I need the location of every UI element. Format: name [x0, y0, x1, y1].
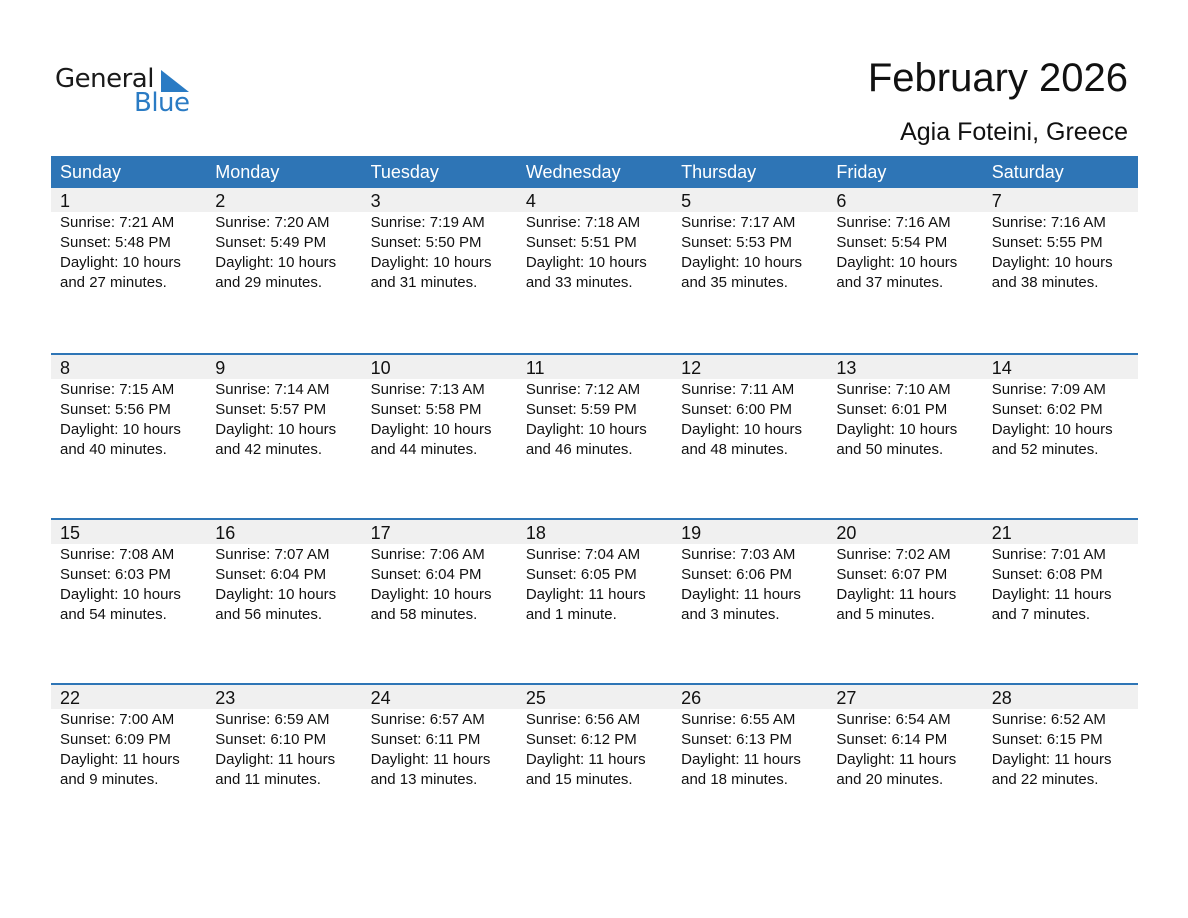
- day-number: 24: [370, 688, 391, 708]
- sunrise-time: Sunrise: 7:11 AM: [681, 381, 795, 398]
- weeks-container: [51, 188, 1138, 848]
- sunrise-time: Sunrise: 7:08 AM: [60, 546, 175, 563]
- weekday-header: [51, 156, 1138, 188]
- day-number: 14: [991, 358, 1012, 378]
- day-number: 19: [681, 523, 702, 543]
- daylight-duration: and 1 minute.: [525, 606, 617, 623]
- sunset-time: Sunset: 6:05 PM: [525, 566, 637, 583]
- sunrise-time: Sunrise: 7:17 AM: [681, 214, 796, 231]
- day-cell: [51, 709, 206, 790]
- day-number: 2: [215, 191, 226, 211]
- daylight-duration: Daylight: 11 hours: [60, 751, 180, 768]
- weekday-monday: Monday: [215, 162, 280, 182]
- day-cell: [362, 212, 517, 293]
- daylight-duration: and 13 minutes.: [370, 771, 478, 788]
- sunset-time: Sunset: 5:49 PM: [215, 234, 327, 251]
- sunset-time: Sunset: 5:57 PM: [215, 401, 327, 418]
- sunrise-time: Sunrise: 7:01 AM: [991, 546, 1106, 563]
- sunrise-time: Sunrise: 6:52 AM: [991, 711, 1106, 728]
- daylight-duration: Daylight: 10 hours: [215, 586, 337, 603]
- daylight-duration: and 7 minutes.: [991, 606, 1091, 623]
- daylight-duration: and 54 minutes.: [60, 606, 167, 623]
- daylight-duration: and 27 minutes.: [60, 274, 167, 291]
- sunset-time: Sunset: 5:55 PM: [991, 234, 1103, 251]
- sunrise-time: Sunrise: 7:03 AM: [681, 546, 796, 563]
- day-number: 7: [991, 191, 1002, 211]
- daylight-duration: Daylight: 10 hours: [370, 421, 492, 438]
- day-number: 17: [370, 523, 391, 543]
- sunset-time: Sunset: 6:10 PM: [215, 731, 327, 748]
- weekday-saturday: Saturday: [991, 162, 1064, 182]
- sunrise-time: Sunrise: 7:15 AM: [60, 381, 175, 398]
- daylight-duration: Daylight: 10 hours: [215, 254, 337, 271]
- daylight-duration: Daylight: 10 hours: [60, 586, 181, 603]
- sunset-time: Sunset: 6:04 PM: [215, 566, 327, 583]
- daylight-duration: Daylight: 10 hours: [991, 254, 1113, 271]
- day-cell: [51, 379, 206, 460]
- sunset-time: Sunset: 5:56 PM: [60, 401, 171, 418]
- daylight-duration: Daylight: 10 hours: [681, 421, 803, 438]
- daylight-duration: and 44 minutes.: [370, 441, 478, 458]
- day-cell: [517, 709, 672, 790]
- page-title: February 2026: [867, 56, 1128, 100]
- sunrise-time: Sunrise: 7:10 AM: [836, 381, 951, 398]
- weekday-wednesday: Wednesday: [525, 162, 621, 182]
- day-number: 22: [60, 688, 81, 708]
- sunset-time: Sunset: 6:04 PM: [370, 566, 482, 583]
- date-strip: [51, 355, 1138, 379]
- daylight-duration: Daylight: 10 hours: [215, 421, 337, 438]
- day-cell: [362, 709, 517, 790]
- day-number: 16: [215, 523, 236, 543]
- day-number: 13: [836, 358, 857, 378]
- day-details-row: [51, 379, 1138, 460]
- daylight-duration: Daylight: 11 hours: [370, 751, 491, 768]
- sunrise-time: Sunrise: 7:06 AM: [370, 546, 485, 563]
- day-cell: [206, 212, 361, 293]
- day-number: 3: [370, 191, 381, 211]
- daylight-duration: and 50 minutes.: [836, 441, 944, 458]
- sunset-time: Sunset: 6:11 PM: [370, 731, 481, 748]
- daylight-duration: and 9 minutes.: [60, 771, 159, 788]
- sunrise-time: Sunrise: 6:59 AM: [215, 711, 330, 728]
- day-number: 26: [681, 688, 702, 708]
- day-cell: [206, 709, 361, 790]
- day-number: 1: [60, 191, 71, 211]
- daylight-duration: and 11 minutes.: [215, 771, 321, 788]
- day-cell: [51, 212, 206, 293]
- sunset-time: Sunset: 5:54 PM: [836, 234, 948, 251]
- sunrise-time: Sunrise: 6:55 AM: [681, 711, 796, 728]
- sunrise-time: Sunrise: 7:13 AM: [370, 381, 485, 398]
- day-cell: [517, 544, 672, 625]
- daylight-duration: Daylight: 10 hours: [60, 254, 181, 271]
- day-number: 20: [836, 523, 857, 543]
- day-cell: [827, 544, 982, 625]
- day-cell: [827, 379, 982, 460]
- week-row: [51, 353, 1138, 518]
- sunset-time: Sunset: 5:58 PM: [370, 401, 482, 418]
- day-cell: [827, 212, 982, 293]
- daylight-duration: and 15 minutes.: [525, 771, 633, 788]
- day-cell: [517, 212, 672, 293]
- day-number: 11: [525, 358, 545, 378]
- day-cell: [517, 379, 672, 460]
- daylight-duration: Daylight: 10 hours: [836, 254, 958, 271]
- daylight-duration: Daylight: 10 hours: [991, 421, 1113, 438]
- day-details-row: [51, 212, 1138, 293]
- date-strip: [51, 188, 1138, 212]
- sunset-time: Sunset: 5:50 PM: [370, 234, 482, 251]
- logo-text-general: General: [55, 64, 154, 94]
- sunset-time: Sunset: 6:13 PM: [681, 731, 793, 748]
- daylight-duration: Daylight: 10 hours: [681, 254, 803, 271]
- day-number: 6: [836, 191, 847, 211]
- logo: [55, 64, 195, 120]
- daylight-duration: Daylight: 11 hours: [215, 751, 336, 768]
- sunset-time: Sunset: 5:59 PM: [525, 401, 637, 418]
- sunrise-time: Sunrise: 7:04 AM: [525, 546, 641, 563]
- sunrise-time: Sunrise: 7:18 AM: [525, 214, 641, 231]
- daylight-duration: Daylight: 10 hours: [525, 254, 647, 271]
- daylight-duration: Daylight: 10 hours: [60, 421, 181, 438]
- daylight-duration: and 3 minutes.: [681, 606, 780, 623]
- sunset-time: Sunset: 6:00 PM: [681, 401, 793, 418]
- location-subtitle: Agia Foteini, Greece: [900, 118, 1128, 146]
- week-row: [51, 683, 1138, 848]
- sunrise-time: Sunrise: 7:02 AM: [836, 546, 951, 563]
- day-details-row: [51, 544, 1138, 625]
- daylight-duration: and 38 minutes.: [991, 274, 1099, 291]
- daylight-duration: Daylight: 11 hours: [525, 586, 646, 603]
- day-number: 15: [60, 523, 81, 543]
- daylight-duration: and 42 minutes.: [215, 441, 323, 458]
- weekday-sunday: Sunday: [60, 162, 122, 182]
- day-cell: [362, 379, 517, 460]
- daylight-duration: Daylight: 10 hours: [836, 421, 958, 438]
- daylight-duration: and 20 minutes.: [836, 771, 944, 788]
- day-number: 5: [681, 191, 692, 211]
- day-cell: [983, 212, 1138, 293]
- sunset-time: Sunset: 6:09 PM: [60, 731, 171, 748]
- day-cell: [672, 379, 827, 460]
- daylight-duration: Daylight: 11 hours: [836, 586, 957, 603]
- sunset-time: Sunset: 5:51 PM: [525, 234, 637, 251]
- sunrise-time: Sunrise: 7:12 AM: [525, 381, 641, 398]
- day-number: 25: [525, 688, 546, 708]
- day-number: 21: [991, 523, 1012, 543]
- daylight-duration: and 5 minutes.: [836, 606, 935, 623]
- day-cell: [362, 544, 517, 625]
- sunset-time: Sunset: 6:01 PM: [836, 401, 948, 418]
- sunrise-time: Sunrise: 7:16 AM: [836, 214, 951, 231]
- day-cell: [206, 544, 361, 625]
- day-number: 4: [525, 191, 536, 211]
- daylight-duration: Daylight: 11 hours: [991, 751, 1112, 768]
- daylight-duration: Daylight: 11 hours: [681, 586, 801, 603]
- sunrise-time: Sunrise: 7:16 AM: [991, 214, 1106, 231]
- daylight-duration: and 56 minutes.: [215, 606, 323, 623]
- sunset-time: Sunset: 5:48 PM: [60, 234, 171, 251]
- daylight-duration: and 52 minutes.: [991, 441, 1099, 458]
- daylight-duration: and 29 minutes.: [215, 274, 323, 291]
- day-number: 8: [60, 358, 71, 378]
- daylight-duration: Daylight: 11 hours: [836, 751, 957, 768]
- day-cell: [983, 544, 1138, 625]
- day-cell: [827, 709, 982, 790]
- day-number: 10: [370, 358, 391, 378]
- daylight-duration: and 48 minutes.: [681, 441, 788, 458]
- sunset-time: Sunset: 6:12 PM: [525, 731, 637, 748]
- daylight-duration: and 37 minutes.: [836, 274, 944, 291]
- day-number: 12: [681, 358, 702, 378]
- day-cell: [672, 212, 827, 293]
- calendar-grid: [51, 156, 1138, 848]
- weekday-thursday: Thursday: [681, 162, 757, 182]
- sunrise-time: Sunrise: 6:56 AM: [525, 711, 641, 728]
- day-details-row: [51, 709, 1138, 790]
- day-number: 18: [525, 523, 546, 543]
- sunset-time: Sunset: 6:14 PM: [836, 731, 948, 748]
- daylight-duration: and 31 minutes.: [370, 274, 478, 291]
- sunset-time: Sunset: 5:53 PM: [681, 234, 793, 251]
- sunset-time: Sunset: 6:03 PM: [60, 566, 171, 583]
- day-number: 9: [215, 358, 226, 378]
- day-cell: [983, 379, 1138, 460]
- daylight-duration: and 35 minutes.: [681, 274, 788, 291]
- sunrise-time: Sunrise: 7:09 AM: [991, 381, 1106, 398]
- daylight-duration: Daylight: 11 hours: [991, 586, 1112, 603]
- sunset-time: Sunset: 6:02 PM: [991, 401, 1103, 418]
- logo-text-blue: Blue: [134, 88, 190, 118]
- daylight-duration: Daylight: 11 hours: [525, 751, 646, 768]
- daylight-duration: and 22 minutes.: [991, 771, 1099, 788]
- day-number: 23: [215, 688, 236, 708]
- week-row: [51, 518, 1138, 683]
- daylight-duration: and 33 minutes.: [525, 274, 633, 291]
- sunrise-time: Sunrise: 7:00 AM: [60, 711, 175, 728]
- day-cell: [983, 709, 1138, 790]
- daylight-duration: and 40 minutes.: [60, 441, 167, 458]
- sunrise-time: Sunrise: 7:21 AM: [60, 214, 175, 231]
- day-number: 28: [991, 688, 1012, 708]
- day-cell: [672, 544, 827, 625]
- sunrise-time: Sunrise: 7:07 AM: [215, 546, 330, 563]
- daylight-duration: and 46 minutes.: [525, 441, 633, 458]
- sunset-time: Sunset: 6:07 PM: [836, 566, 948, 583]
- date-strip: [51, 685, 1138, 709]
- daylight-duration: Daylight: 10 hours: [370, 254, 492, 271]
- sunrise-time: Sunrise: 7:20 AM: [215, 214, 330, 231]
- sunrise-time: Sunrise: 7:14 AM: [215, 381, 330, 398]
- daylight-duration: Daylight: 10 hours: [525, 421, 647, 438]
- sunset-time: Sunset: 6:15 PM: [991, 731, 1103, 748]
- sunrise-time: Sunrise: 6:57 AM: [370, 711, 485, 728]
- sunset-time: Sunset: 6:08 PM: [991, 566, 1103, 583]
- date-strip: [51, 520, 1138, 544]
- daylight-duration: Daylight: 11 hours: [681, 751, 801, 768]
- sunrise-time: Sunrise: 6:54 AM: [836, 711, 951, 728]
- day-cell: [51, 544, 206, 625]
- weekday-tuesday: Tuesday: [370, 162, 439, 182]
- day-number: 27: [836, 688, 857, 708]
- sunset-time: Sunset: 6:06 PM: [681, 566, 793, 583]
- daylight-duration: Daylight: 10 hours: [370, 586, 492, 603]
- day-cell: [206, 379, 361, 460]
- weekday-friday: Friday: [836, 162, 887, 182]
- daylight-duration: and 58 minutes.: [370, 606, 478, 623]
- sunrise-time: Sunrise: 7:19 AM: [370, 214, 485, 231]
- week-row: [51, 188, 1138, 353]
- daylight-duration: and 18 minutes.: [681, 771, 788, 788]
- day-cell: [672, 709, 827, 790]
